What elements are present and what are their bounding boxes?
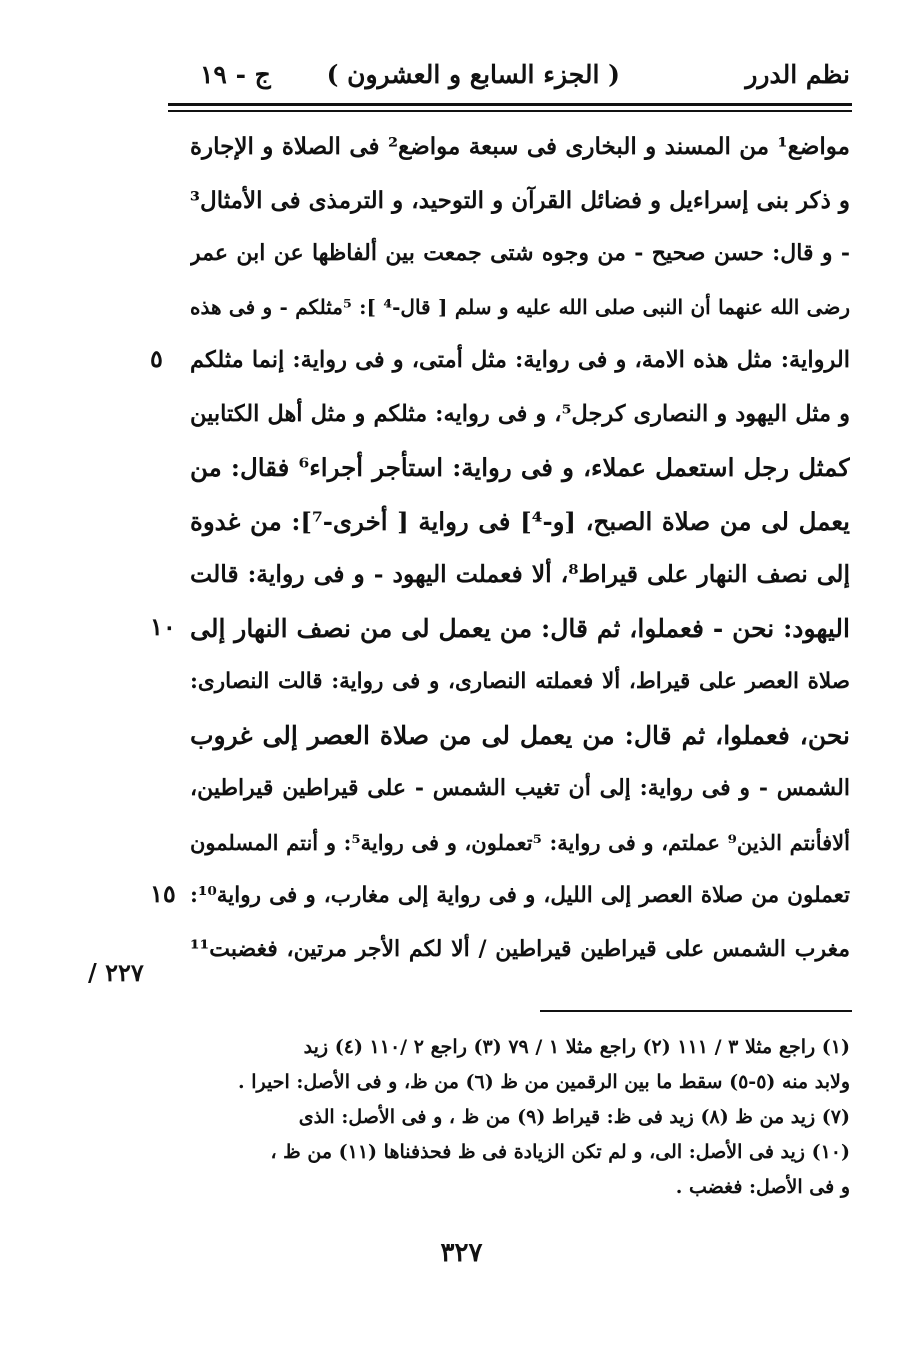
- text-line: كمثل رجل استعمل عملاء، و فى رواية: استأجر أجراء⁶ فقال: من: [190, 453, 850, 482]
- manuscript-page-reference: ٢٢٧ /: [88, 958, 144, 987]
- header-rule: [168, 103, 852, 106]
- footnote-rule: [540, 1010, 852, 1012]
- text-line: و مثل اليهود و النصارى كرجل⁵، و فى روايه: مثلكم و مثل أهل الكتابين: [190, 400, 850, 427]
- text-line: تعملون من صلاة العصر إلى الليل، و فى رواية إلى مغارب، و فى رواية¹⁰:: [190, 883, 850, 908]
- text-line: مواضع¹ من المسند و البخارى فى سبعة مواضع² فى الصلاة و الإجارة: [190, 133, 850, 160]
- header-rule-secondary: [168, 110, 852, 112]
- part-title: ( الجزء السابع و العشرون ): [326, 60, 620, 89]
- footnote-line: (١٠) زيد فى الأصل: الى، و لم تكن الزيادة فى ظ فحذفناها (١١) من ظ ،: [270, 1141, 850, 1163]
- text-line: الرواية: مثل هذه الامة، و فى رواية: مثل أمتى، و فى رواية: إنما مثلكم: [190, 347, 850, 373]
- margin-line-number: ١٠: [150, 611, 176, 641]
- text-line: - و قال: حسن صحيح - من وجوه شتى جمعت بين ألفاظها عن ابن عمر: [190, 240, 850, 266]
- margin-line-number: ١٥: [150, 879, 176, 908]
- book-title: نظم الدرر: [745, 60, 850, 89]
- margin-line-number: ٥: [150, 344, 163, 373]
- text-line: إلى نصف النهار على قيراط⁸، ألا فعملت اليهود - و فى رواية: قالت: [190, 560, 850, 588]
- running-header: [170, 52, 850, 96]
- text-line: ألافأنتم الذين⁹ عملتم، و فى رواية: ⁵تعملون، و فى رواية⁵: و أنتم المسلمون: [190, 829, 850, 855]
- text-line: اليهود: نحن - فعملوا، ثم قال: من يعمل لى من نصف النهار إلى: [190, 613, 850, 643]
- page-number: ٣٢٧: [440, 1238, 483, 1268]
- volume-number: ج - ١٩: [200, 60, 271, 89]
- text-line: و ذكر بنى إسراءيل و فضائل القرآن و التوحيد، و الترمذى فى الأمثال³: [190, 186, 850, 214]
- main-text: [190, 120, 850, 976]
- text-line: صلاة العصر على قيراط، ألا فعملته النصارى، و فى رواية: قالت النصارى:: [190, 669, 850, 694]
- footnote-line: ولابد منه (٥-٥) سقط ما بين الرقمين من ظ (٦) من ظ، و فى الأصل: احيرا .: [238, 1071, 850, 1093]
- footnote-line: (١) راجع مثلا ٣ / ١١١ (٢) راجع مثلا ١ / ٧٩ (٣) راجع ٢ /١١٠ (٤) زيد: [303, 1036, 850, 1058]
- text-line: رضى الله عنهما أن النبى صلى الله عليه و سلم [ قال-⁴ ]: ⁵مثلكم - و فى هذه: [190, 294, 850, 319]
- text-line: الشمس - و فى رواية: إلى أن تغيب الشمس - على قيراطين قيراطين،: [190, 775, 850, 801]
- text-line: يعمل لى من صلاة الصبح، [و-⁴] فى رواية [ أخرى-⁷]: من غدوة: [190, 506, 850, 536]
- footnote-line: (٧) زيد من ظ (٨) زيد فى ظ: قيراط (٩) من ظ ، و فى الأصل: الذى: [298, 1106, 850, 1128]
- footnote-line: و فى الأصل: فغضب .: [675, 1176, 850, 1198]
- text-line: مغرب الشمس على قيراطين قيراطين / ألا لكم الأجر مرتين، فغضبت¹¹: [190, 935, 850, 962]
- text-line: نحن، فعملوا، ثم قال: من يعمل لى من صلاة العصر إلى غروب: [190, 720, 850, 750]
- footnotes: [188, 1030, 850, 1205]
